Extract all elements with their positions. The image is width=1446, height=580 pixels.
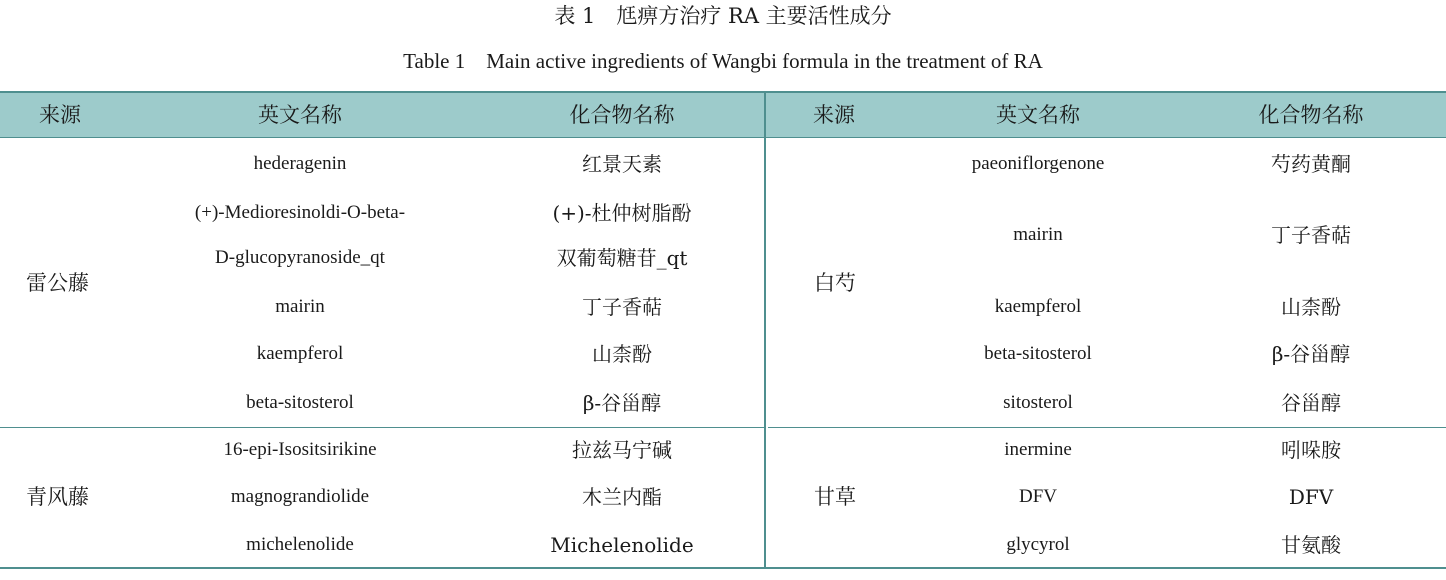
compound-name-cell: 吲哚胺 [1281,438,1341,462]
group-separator-left-source [0,427,120,428]
english-name-cell: mairin [1013,224,1063,245]
header-compound-left: 化合物名称 [569,103,675,127]
english-name-cell: DFV [1018,486,1057,507]
compound-name-cell: β-谷甾醇 [582,391,662,415]
english-name-cell: sitosterol [1003,392,1073,413]
source-gancao: 甘草 [814,485,856,509]
compound-name-cell: 红景天素 [582,152,662,176]
compound-name-cell: β-谷甾醇 [1271,342,1351,366]
english-name-cell: magnograndiolide [230,486,370,507]
table-header-row [0,91,1446,138]
english-name-cell: inermine [1004,439,1072,460]
compound-name-cell: 甘氨酸 [1281,533,1341,557]
center-double-rule [764,91,766,569]
english-name-cell: michelenolide [246,534,354,555]
english-name-cell: 16-epi-Isositsirikine [223,439,377,460]
source-baishao: 白芍 [814,271,856,295]
compound-name-cell: 双葡萄糖苷_qt [556,246,688,270]
compound-name-cell: 谷甾醇 [1281,391,1341,415]
english-name-cell: glycyrol [1006,534,1070,555]
compound-name-cell: 丁子香萜 [1271,223,1351,247]
table-bottom-rule [0,567,1446,569]
table-title-english: Table 1 Main active ingredients of Wangbi formula in the treatment of RA [403,49,1043,73]
compound-name-cell: Michelenolide [550,533,694,557]
english-name-cell: beta-sitosterol [984,343,1092,364]
compound-name-cell: 芍药黄酮 [1271,152,1351,176]
header-source-left: 来源 [39,103,81,127]
english-name-cell: paeoniflorgenone [971,153,1105,174]
compound-name-cell: 丁子香萜 [582,295,662,319]
header-english-left: 英文名称 [258,103,342,127]
english-name-cell: mairin [275,296,325,317]
group-separator-right [768,427,1446,428]
english-name-cell: hederagenin [253,153,347,174]
source-leigongteng: 雷公藤 [26,271,89,295]
table-title-chinese: 表 1 尪痹方治疗 RA 主要活性成分 [554,4,892,28]
compound-name-cell: 木兰内酯 [582,485,662,509]
compound-name-cell: 山柰酚 [592,342,652,366]
compound-name-cell: DFV [1288,485,1334,509]
english-name-cell: (+)-Medioresinoldi-O-beta- [194,202,406,223]
header-english-right: 英文名称 [996,103,1080,127]
source-qingfengteng: 青风藤 [26,485,89,509]
english-name-cell: D-glucopyranoside_qt [215,247,385,268]
group-separator-left [120,427,764,428]
header-source-right: 来源 [813,103,855,127]
ingredients-table [0,91,1446,571]
english-name-cell: kaempferol [256,343,344,364]
compound-name-cell: 山柰酚 [1281,295,1341,319]
compound-name-cell: (+)-杜仲树脂酚 [552,201,692,225]
english-name-cell: kaempferol [994,296,1082,317]
header-compound-right: 化合物名称 [1258,103,1364,127]
english-name-cell: beta-sitosterol [246,392,354,413]
compound-name-cell: 拉兹马宁碱 [572,438,672,462]
